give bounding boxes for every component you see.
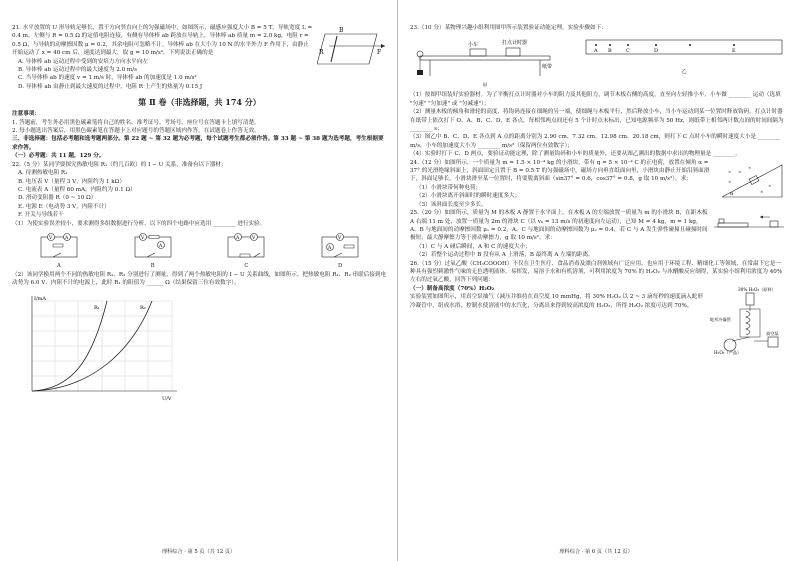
q26-stem: 26.（15 分）过氧乙酸（CH₃COOOH）不仅在卫生医疗、食品消毒及漂白剂领域有广泛应用，也应用于环境工程、精细化工等领域，在常温下它是一种具有强烈刺激性气味的无色透明液体，易挥发，易溶于水和有机溶剂，可利用浓度为 70% 的 H₂O₂ 与冰醋酸反应制得，某实验小组利用浓度为 40% 左右的过氧乙酸，回答下列问题：: [410, 260, 783, 284]
circuit-d-diagram: [318, 231, 362, 261]
tape-c: C: [626, 48, 630, 55]
svg-text:×: ×: [738, 168, 742, 174]
svg-text:R: R: [319, 49, 324, 56]
circuit-b-label: B: [150, 262, 155, 269]
q24-stem: 24.（12 分）如图所示，一个质量为 m = 1.5 × 10⁻⁴ kg 的小滑块，带有 q = 5 × 10⁻⁴ C 的正电荷，放置在倾角 α = 37° 的光滑绝缘斜面上，斜面固定且置于 B = 0.5 T 的匀强磁场中，磁场方向垂直纸面向里，小滑块由静止开始沿斜面滑下，斜面足够长，小滑块滑至某一位置时，将要脱离斜面（sin37° = 0.6，cos37° = 0.8，g 取 10 m/s²）。求：: [410, 159, 710, 183]
notes: [12, 110, 387, 160]
circuit-b-diagram: [131, 231, 175, 261]
circuit-c-diagram: [224, 231, 268, 261]
question-21: [12, 24, 387, 91]
distillation-apparatus: [710, 285, 784, 359]
svg-text:×: ×: [728, 168, 732, 174]
q21-option-a: A. 导体棒 ab 运动过程中受到的安培力方向水平向左: [18, 58, 148, 65]
app-label-pump: 真空泵: [766, 330, 779, 336]
graph-curve-r2: R₂: [140, 304, 146, 311]
right-page: [397, 0, 794, 561]
q23-stem: 23.（10 分）某物理兴趣小组利用图甲所示装置验证动能定理，实验步骤如下：: [410, 25, 607, 31]
q21-option-b: B. 导体棒 ab 运动过程中的最大速度为 2.0 m/s: [18, 67, 137, 74]
graph-curve-r1: R₁: [94, 304, 100, 311]
q26-part1-title: （一）制备高浓度（70%）H₂O₂: [410, 285, 495, 292]
label-tape: 纸带: [542, 64, 553, 71]
svg-text:V: V: [140, 235, 144, 241]
svg-text:A: A: [328, 245, 332, 251]
q22-part2: （2）该同学换用两个不同的热敏电阻 R₁、R₂ 分别进行了测量，得到了两个热敏电阻的 I − U 关系曲线，如图所示。把热敏电阻 R₁、R₂ 串联后接到电动势为 6.0 V、内阻不计的电源上，此时 R₁ 的阻值为 ______ Ω（结果保留三位有效数字）。: [12, 271, 387, 287]
fig-yi-label: 乙: [681, 69, 687, 76]
question-25: [410, 209, 784, 259]
q22-part1: （1）为使实验误差较小，要求测得多组数据进行分析，以下的四个电路中应选用 ________ 进行实验。: [12, 220, 266, 227]
graph-ylabel: I/mA: [34, 295, 47, 302]
q21-stem: 21. 水平放置的 U 形导轨足够长，置于方向竖直向上的匀强磁场中，如图所示，磁感应强度大小 B = 5 T，导轨宽度 L = 0.4 m，左侧与 R = 0.5 Ω 的定值电阻连接，有侧有导体棒 ab 跨放在导轨上，导体棒 ab 质量 m = 2.0 kg，电阻 r = 0.5 Ω，与导轨的动摩擦因数 μ = 0.2，其余电阻可忽略不计。导体棒 ab 在大小为 10 N 的水平外力 F 作用下，由静止开始运动了 x = 40 cm 后，速度达到最大，取 g = 10 m/s²，下列说法正确的是: [12, 25, 313, 57]
note-3: 三、非选择题：包括必考题和选考题两部分。第 22 题 ~ 第 32 题为必考题，每个试题考生都必须作答。第 33 题 ~ 第 38 题为选考题，考生根据要求作答。: [12, 136, 384, 151]
svg-text:F: F: [377, 49, 382, 56]
tape-d: D: [654, 48, 659, 55]
q22-equip-c: C. 电流表 A（量程 60 mA，内阻约为 0.1 Ω）: [18, 186, 136, 193]
svg-text:A: A: [158, 243, 162, 249]
svg-text:×: ×: [748, 164, 752, 170]
tape-e: E: [732, 48, 736, 55]
question-26: [410, 260, 784, 355]
q24-part-3: （3）该斜面长度至少多长。: [416, 201, 487, 208]
q25-part-2: （2）若整个运动过程中 B 没有从 A 上滑落，B 最终离 A 左端的距离。: [416, 252, 594, 259]
q23-step-2: （2）测量木板的倾角和滑轮的高度，将钩码连接在细绳的另一端，使细绳与木板平行，然后释放小车，当小车运动到某一位置时释放钩码，打点计时器在纸带上依次打下 O、A、B、C、D、E 各点，每相邻两点间还有 5 个计时点未标出，已知电源频率为 50 Hz，则纸带上相邻两计数点间的时间间隔为 ________ s；: [410, 109, 784, 133]
svg-text:V: V: [48, 235, 53, 241]
section-title: 第 Ⅱ 卷（非选择题，共 174 分）: [138, 97, 261, 108]
label-cart: 小车: [468, 42, 479, 49]
circuit-c-label: C: [244, 262, 249, 269]
right-footer: 理科综合 · 第 6 页（共 12 页）: [559, 549, 633, 555]
q23-step-3: （3）图乙中 B、C、D、E 各点到 A 点的距离分别为 2.90 cm、7.32 cm、12.98 cm、20.18 cm，则打下 C 点时小车的瞬时速度大小是 ________ m/s，小车的加速度大小为 ________ m/s²（保留两位有效数字）；: [410, 134, 781, 149]
svg-text:V: V: [338, 235, 342, 241]
q21-option-c: C. 当导体棒 ab 的速度 v = 1 m/s 时，导体棒 ab 的加速度是 1.0 m/s²: [18, 75, 197, 82]
iu-graph: [12, 291, 387, 411]
circuit-d-label: D: [338, 262, 343, 269]
question-24: [410, 159, 784, 209]
svg-text:A: A: [236, 235, 240, 241]
circuit-options: [12, 231, 387, 269]
app-label-product: H₂O₂（产品）: [714, 349, 742, 355]
circuit-d: [318, 231, 362, 269]
question-22: [12, 161, 387, 411]
incline-diagram: [720, 159, 784, 199]
svg-text:×: ×: [760, 188, 764, 194]
notes-heading: 注意事项：: [12, 111, 40, 118]
paper-tape: [584, 34, 784, 64]
circuit-a-diagram: [37, 231, 81, 261]
q22-equip-e: E. 电源 E（电动势 3 V，内阻不计）: [18, 203, 110, 210]
question-23: [410, 24, 784, 159]
apparatus-svg: [710, 285, 784, 355]
svg-text:×: ×: [768, 182, 772, 188]
svg-text:A: A: [64, 235, 69, 241]
q21-option-d: D. 导体棒 ab 由静止到最大速度的过程中，电阻 R 上产生的热量为 0.15 J: [18, 83, 203, 90]
q24-part-1: （1）小滑块带何种电荷；: [416, 184, 482, 191]
q26-part1-text: 实验装置如图所示，用真空泵抽气（减压并维持在真空度 10 mmHg，将 30% H₂O₂ 以 2 ~ 3 滴每秒的速度滴入蛇形冷凝管中，组成水浴，控制水使溶液中的水汽化，分离出来得到较高浓度的 H₂O₂，所得 H₂O₂ 浓度可达到 70%。: [410, 294, 703, 309]
left-footer: 理科综合 · 第 5 页（共 12 页）: [161, 549, 236, 555]
tape-b: B: [608, 48, 612, 55]
svg-text:B: B: [339, 27, 344, 34]
q22-equip-f: F. 开关与导线若干: [18, 212, 64, 219]
note-4: （一）必考题：共 11 题，129 分。: [12, 153, 105, 160]
q22-equip-b: B. 电压表 V（量程 3 V，内阻约为 1 kΩ）: [18, 178, 125, 185]
iu-graph-svg: [12, 291, 182, 411]
svg-text:V: V: [252, 235, 256, 241]
circuit-c: [224, 231, 268, 269]
q25-part-1: （1）C 与 A 碰后瞬间，A 和 C 的速度大小；: [416, 243, 531, 250]
q24-part-2: （2）小滑块离开斜面时的瞬时速度多大；: [416, 193, 521, 200]
graph-xlabel: U/V: [162, 395, 172, 402]
fig-yi: [584, 34, 784, 75]
svg-text:α: α: [730, 190, 734, 197]
q22-stem: 22.（5 分）某同学要探究热敏电阻 R₁（约几百欧）的 I − U 关系，准备有以下器材：: [12, 161, 227, 168]
q23-step-1: （1）按图甲组装好实验器材。为了平衡打点计时器对小车的阻力及其他阻力，调节木板右侧的高度，直至向左轻推小车，小车做 ________ 运动（选填 "匀速" "匀加速" 或 "匀减速"）；: [410, 92, 781, 107]
q25-stem: 25.（20 分）如图所示，质量为 M 的木板 A 静置于水平面上，在木板 A 的左端放置一质量为 m 的小滑块 B，在距木板 A 右端 11 m 处，放置一质量为 2m 的滑块 C（以 v₀ = 13 m/s 的初速度向左运动），已知 M = 4 kg，m = 1 kg，A、B 与地面间的动摩擦因数 μ₁ = 0.2，A、C 与地面间的动摩擦因数为 μ₂ = 0.4，若 C 与 A 发生弹性碰撞且碰撞时间极短，最大静摩擦力等于滑动摩擦力，g 取 10 m/s²。求：: [410, 210, 708, 242]
circuit-b: [131, 231, 175, 269]
cart-apparatus: [410, 34, 560, 78]
app-label-feed: 30% H₂O₂（原料）: [738, 286, 776, 292]
q22-equip-a: A. 待测热敏电阻 R₁: [18, 170, 68, 177]
block-board-diagram: [714, 209, 784, 231]
svg-text:×: ×: [728, 178, 732, 184]
circuit-a-label: A: [57, 262, 61, 269]
q22-equip-d: D. 滑动变阻器 R（0 ~ 10 Ω）: [18, 195, 97, 202]
tape-a: A: [594, 48, 598, 55]
fig-jia-label: 甲: [482, 83, 488, 90]
rail-diagram: [317, 24, 387, 74]
q23-step-4: （4）实验时打下 C、D 两点，要验证动能定理，除了测量钩码和小车的质量外，还要从图乙测出的数据中求出的物理量是 ________。: [410, 151, 741, 158]
label-timer: 打点计时器: [502, 40, 528, 47]
note-1: 1. 答题前，考生务必用黑色碳素笔将自己的姓名、准考证号、考场号、座位号在答题卡上填写清楚。: [12, 119, 260, 126]
fig-jia: [410, 34, 560, 89]
q23-figures: [410, 34, 784, 89]
circuit-a: [37, 231, 81, 269]
app-label-condenser: 蛇形冷凝管: [710, 316, 731, 322]
note-2: 2. 每小题选出答案后，用黑色碳素笔在答题卡上对应题号的答题区域内作答，在试题卷上作答无效。: [12, 128, 260, 135]
